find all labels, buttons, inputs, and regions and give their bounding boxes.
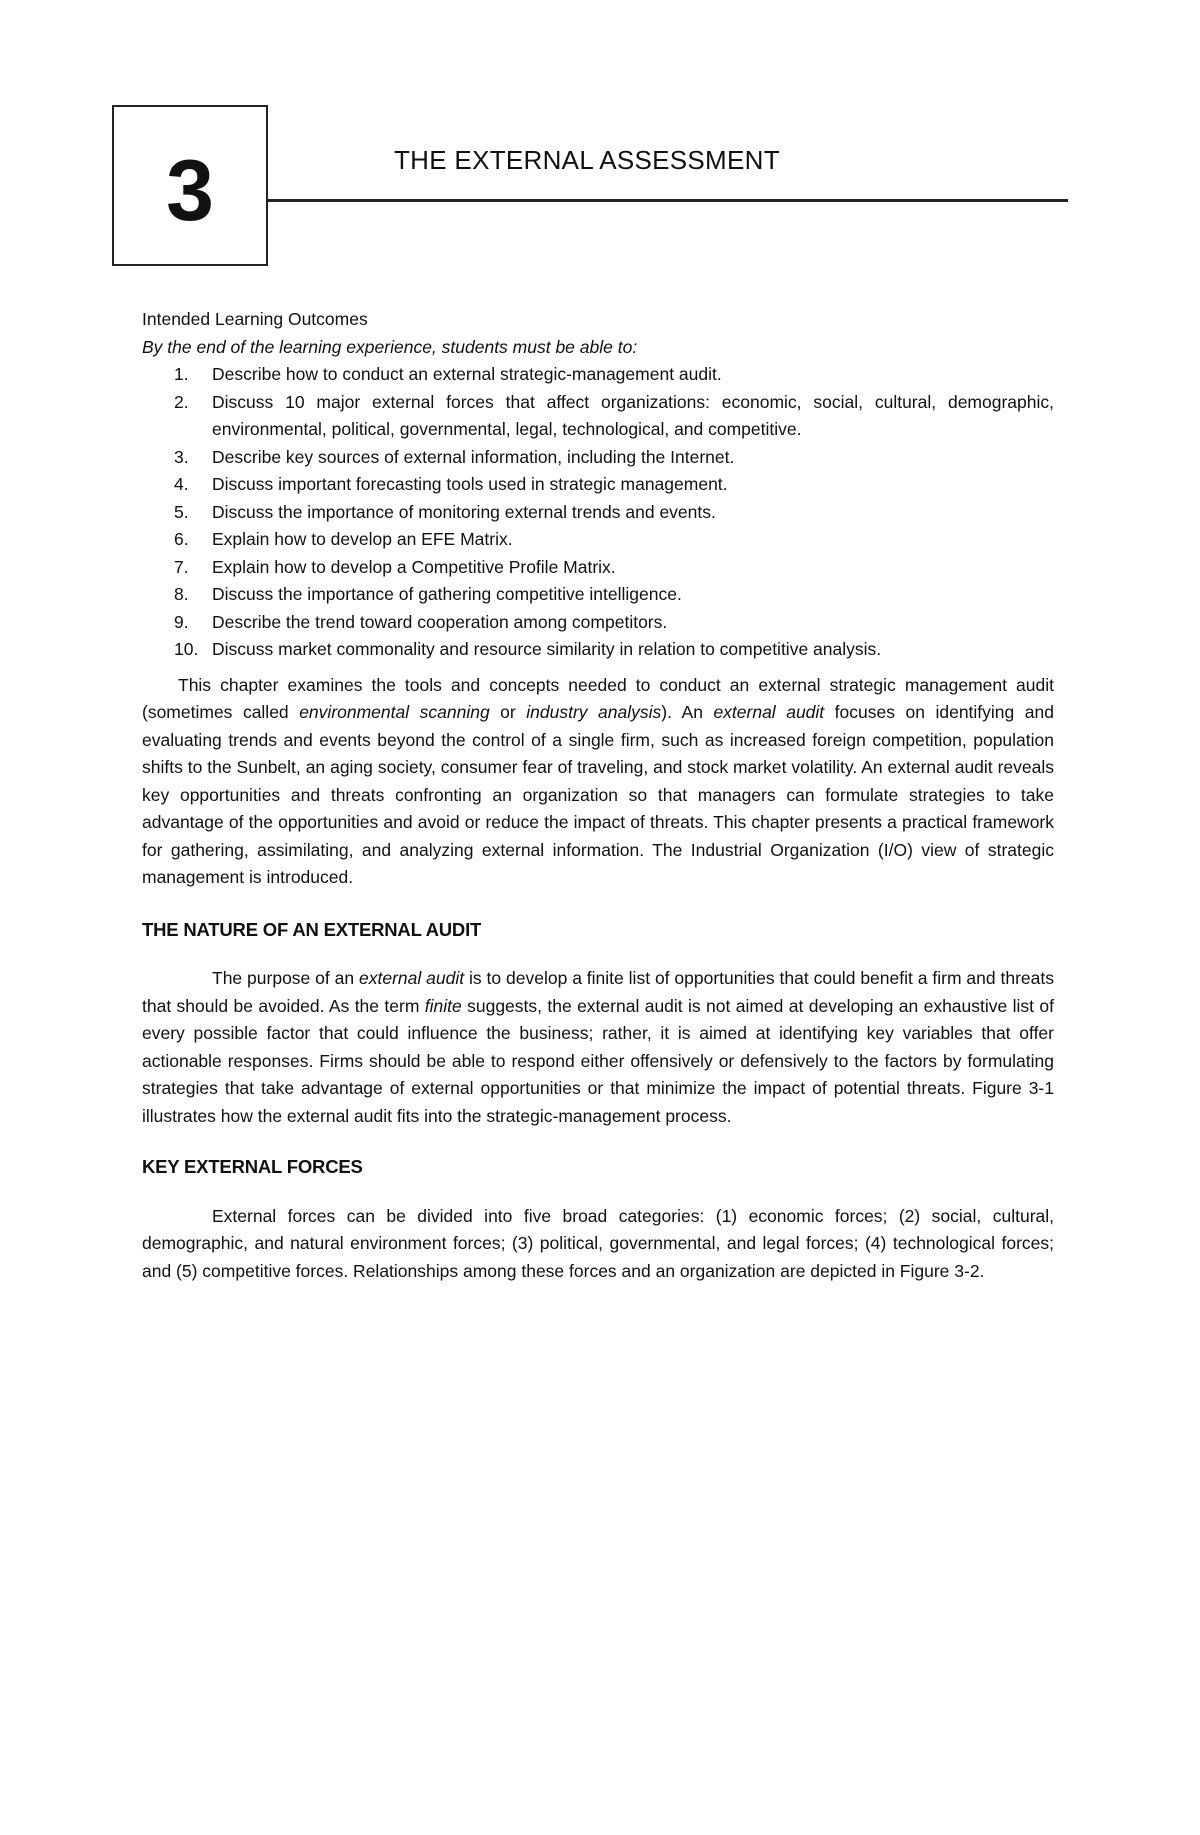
list-item-text: Discuss the importance of gathering competitive intelligence. [212,584,682,604]
list-item [142,609,1054,637]
intro-text-1: This chapter examines the tools and concepts needed to conduct an external strategic management audit (sometimes called [142,674,1054,722]
list-item [142,389,1054,444]
list-item-text: Describe key sources of external information, including the Internet. [212,446,735,467]
chapter-number: 3 [166,142,214,239]
list-item-number: 6. [174,529,189,549]
list-item-number: 5. [174,501,189,522]
section-heading-nature: THE NATURE OF AN EXTERNAL AUDIT [142,918,482,940]
list-item-text: Discuss 10 major external forces that affect organizations: economic, social, cultural, demographic, environmental, political, governmental, legal, technological, and competitive. [212,391,1054,439]
list-item-number: 7. [174,556,189,577]
list-item-text: Discuss important forecasting tools used in strategic management. [212,474,728,494]
nature-paragraph [142,965,1054,1130]
list-item-number: 8. [174,584,189,604]
list-item-text: Discuss market commonality and resource similarity in relation to competitive analysis. [212,639,882,659]
learning-outcomes-intro: By the end of the learning experience, students must be able to: [142,336,638,357]
list-item [142,361,1054,389]
intro-term-external-audit: external audit [713,702,825,722]
list-item-text: Explain how to develop a Competitive Profile Matrix. [212,556,616,577]
nature-term-external-audit: external audit [359,968,465,988]
section-heading-forces: KEY EXTERNAL FORCES [142,1156,363,1177]
list-item-text: Explain how to develop an EFE Matrix. [212,529,513,549]
list-item [142,581,1054,609]
list-item-number: 10. [174,639,199,659]
intro-term-industry-analysis: industry analysis [526,702,662,722]
list-item [142,554,1054,582]
list-item-number: 3. [174,446,189,467]
intro-text-2: or [489,702,527,722]
learning-outcomes-heading: Intended Learning Outcomes [142,309,368,329]
list-item-number: 4. [174,474,189,494]
intro-text-4: focuses on identifying and evaluating trends and events beyond the control of a single firm, such as increased foreign competition, population shifts to the Sunbelt, an aging society, consumer fear of traveling, and stock market volatility. An external audit reveals key opportunities and threats confronting an organization so that managers can formulate strategies to take advantage of the opportunities and avoid or reduce the impact of threats. This chapter presents a practical framework for gathering, assimilating, and analyzing external information. The Industrial Organization (I/O) view of strategic management is introduced. [142,702,1054,887]
list-item-text: Discuss the importance of monitoring external trends and events. [212,501,716,522]
list-item [142,471,1054,499]
nature-text-1: The purpose of an [212,968,360,988]
list-item [142,444,1054,472]
list-item-number: 1. [174,364,189,384]
chapter-number-box [112,105,268,266]
list-item [142,499,1054,527]
learning-outcomes-list [142,361,1054,664]
intro-term-environmental-scanning: environmental scanning [299,702,490,722]
nature-text-3: suggests, the external audit is not aimed at developing an exhaustive list of every possible factor that could influence the business; rather, it is aimed at identifying key variables that offer actionable responses. Firms should be able to respond either offensively or defensively to the factors by formulating strategies that take advantage of external opportunities or that minimize the impact of potential threats. Figure 3-1 illustrates how the external audit fits into the strategic-management process. [142,995,1054,1126]
nature-term-finite: finite [424,995,462,1016]
list-item [142,636,1054,664]
list-item-number: 2. [174,391,189,412]
page-content [142,306,1054,1285]
chapter-title-rule [268,199,1068,202]
list-item-text: Describe the trend toward cooperation among competitors. [212,611,668,632]
intro-paragraph [142,672,1054,892]
list-item [142,526,1054,554]
forces-paragraph: External forces can be divided into five broad categories: (1) economic forces; (2) social, cultural, demographic, and natural environment forces; (3) political, governmental, and legal forces; (4) technological forces; and (5) competitive forces. Relationships among these forces and an organization are depicted in Figure 3-2. [142,1205,1054,1281]
list-item-number: 9. [174,611,189,632]
nature-text-2: is to develop a finite list of opportunities that could benefit a firm and threats that should be avoided. As the term [142,968,1054,1016]
chapter-title: THE EXTERNAL ASSESSMENT [394,145,780,175]
list-item-text: Describe how to conduct an external strategic-management audit. [212,364,722,384]
intro-text-3: ). An [661,702,714,722]
